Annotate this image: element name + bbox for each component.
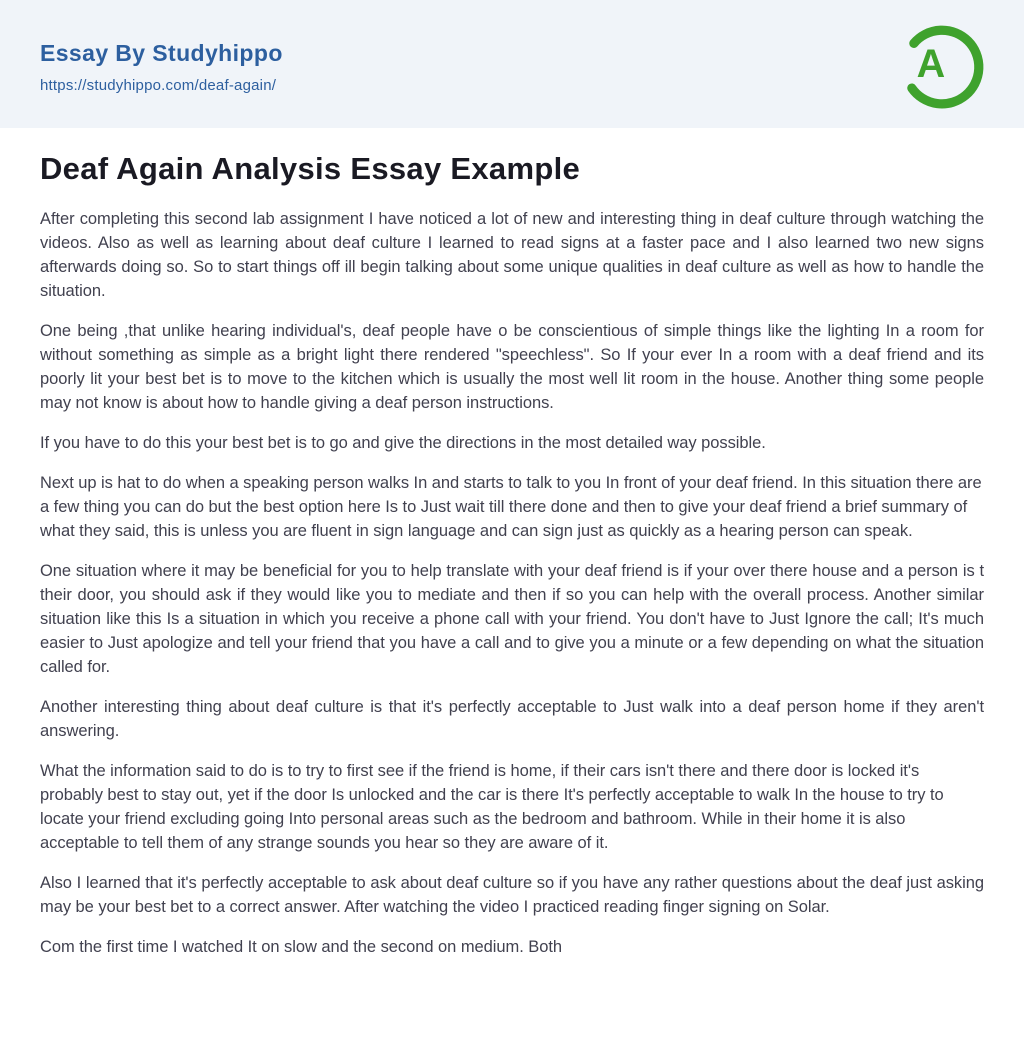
essay-paragraph: What the information said to do is to try to first see if the friend is home, if their cars isn't there and there door is locked it's probably best to stay out, yet if the door Is unlocked and the car is there It's perfectly acceptable to walk In the house to try to locate your friend excluding going Into personal areas such as the bedroom and bathroom. While in their home it is also acceptable to tell them of any strange sounds you hear so they are aware of it. — [40, 762, 944, 853]
essay-paragraph: Com the first time I watched It on slow and the second on medium. Both — [40, 938, 563, 957]
essay-paragraph: After completing this second lab assignment I have noticed a lot of new and interesting thing in deaf culture through watching the videos. Also as well as learning about deaf culture I learned to read signs at a faster pace and I also learned two new signs afterwards doing so. So to start things off ill begin talking about some unique qualities in deaf culture as well as how to handle the situation. — [40, 210, 984, 301]
essay-paragraph: Also I learned that it's perfectly acceptable to ask about deaf culture so if you have any rather questions about the deaf just asking may be your best bet to a correct answer. After watching the video I practiced reading finger signing on Solar. — [40, 874, 984, 917]
header-text-block — [40, 40, 283, 94]
essay-content — [0, 150, 1024, 959]
page-header — [0, 0, 1024, 128]
essay-url-link[interactable]: https://studyhippo.com/deaf-again/ — [40, 77, 277, 94]
essay-paragraph: If you have to do this your best bet is to go and give the directions in the most detailed way possible. — [40, 434, 766, 453]
essay-paragraph: Next up is hat to do when a speaking person walks In and starts to talk to you In front of your deaf friend. In this situation there are a few thing you can do but the best option here Is to Just wait till there done and then to give your deaf friend a brief summary of what they said, this is unless you are fluent in sign language and can sign just as quickly as a hearing person can speak. — [40, 474, 982, 541]
studyhippo-logo — [896, 21, 988, 113]
essay-paragraph: One being ,that unlike hearing individual's, deaf people have o be conscientious of simple things like the lighting In a room for without something as simple as a bright light there rendered "speechless". So If your ever In a room with a deaf friend and its poorly lit your best bet is to move to the kitchen which is usually the most well lit room in the house. Another thing some people may not know is about how to handle giving a deaf person instructions. — [40, 322, 984, 413]
site-title: Essay By Studyhippo — [40, 40, 283, 66]
logo-arc-icon — [896, 21, 988, 113]
logo-letter: A — [916, 42, 946, 87]
essay-paragraph: Another interesting thing about deaf culture is that it's perfectly acceptable to Just walk into a deaf person home if they aren't answering. — [40, 698, 984, 741]
essay-paragraph: One situation where it may be beneficial for you to help translate with your deaf friend is if your over there house and a person is t their door, you should ask if they would like you to mediate and then if so you can help with the overall process. Another similar situation like this Is a situation in which you receive a phone call with your friend. You don't have to Just Ignore the call; It's much easier to Just apologize and tell your friend that you have a call and to give you a minute or a few depending on what the situation called for. — [40, 562, 984, 677]
essay-title: Deaf Again Analysis Essay Example — [40, 151, 581, 186]
